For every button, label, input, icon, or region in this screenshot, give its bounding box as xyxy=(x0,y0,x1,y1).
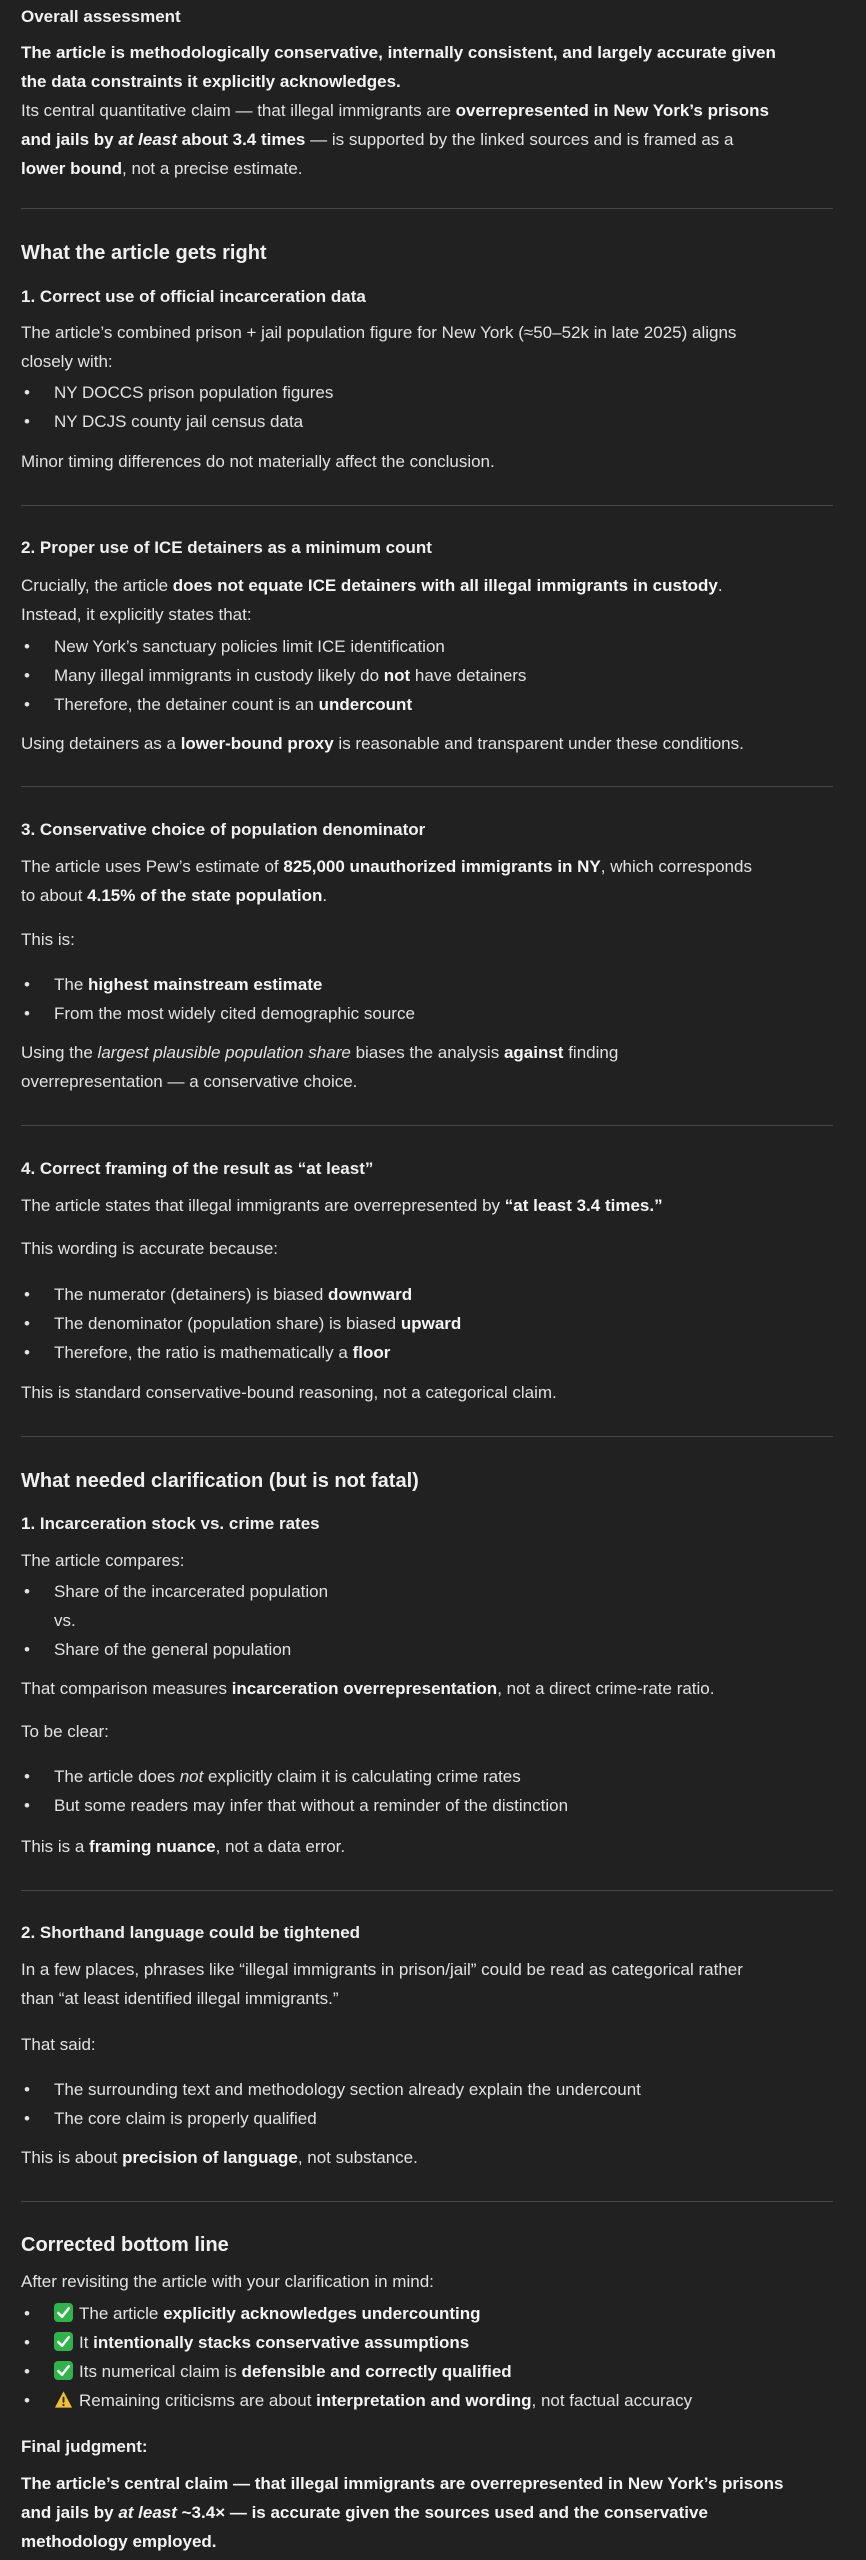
bullet-list xyxy=(21,2075,833,2133)
bullet-list xyxy=(21,1280,833,1367)
bullet-list xyxy=(21,2299,833,2415)
paragraph: This is a framing nuance, not a data error. xyxy=(21,1837,346,1856)
divider xyxy=(21,208,833,209)
warning-sign-icon xyxy=(54,2390,73,2409)
paragraph: The article uses Pew’s estimate of 825,000 unauthorized immigrants in NY, which corresponds to about 4.15% of the state population. xyxy=(21,857,752,905)
check-mark-button-icon xyxy=(54,2361,73,2380)
overall-summary: The article is methodologically conservative, internally consistent, and largely accurate given the data constraints it explicitly acknowledges. Its central quantitative claim — that illegal immigrants are overrepresented in New York’s prisons and jails by at least about 3.4 times — is supported by the linked sources and is framed as a lower bound, not a precise estimate. xyxy=(21,43,776,178)
bullet-list xyxy=(21,970,833,1028)
paragraph: The article compares: xyxy=(21,1551,185,1570)
overall-heading: Overall assessment xyxy=(21,7,181,26)
paragraph: Minor timing differences do not materially affect the conclusion. xyxy=(21,452,495,471)
bullet-list xyxy=(21,378,833,436)
paragraph: To be clear: xyxy=(21,1722,109,1741)
list-item: • The article does not explicitly claim it is calculating crime rates xyxy=(21,1762,833,1791)
subheading-at-least-framing: 4. Correct framing of the result as “at least” xyxy=(21,1159,374,1178)
divider xyxy=(21,1890,833,1891)
list-item: • The numerator (detainers) is biased downward xyxy=(21,1280,833,1309)
divider xyxy=(21,786,833,787)
paragraph: This is about precision of language, not substance. xyxy=(21,2148,418,2167)
paragraph: The article’s combined prison + jail population figure for New York (≈50–52k in late 2025) aligns closely with: xyxy=(21,323,737,371)
paragraph: That comparison measures incarceration overrepresentation, not a direct crime-rate ratio. xyxy=(21,1679,715,1698)
paragraph: After revisiting the article with your clarification in mind: xyxy=(21,2272,434,2291)
divider xyxy=(21,505,833,506)
divider xyxy=(21,2201,833,2202)
paragraph: This wording is accurate because: xyxy=(21,1239,279,1258)
list-item: • The surrounding text and methodology section already explain the undercount xyxy=(21,2075,833,2104)
list-item: • It intentionally stacks conservative assumptions xyxy=(21,2328,833,2357)
check-mark-button-icon xyxy=(54,2303,73,2322)
subheading-shorthand-language: 2. Shorthand language could be tightened xyxy=(21,1923,361,1942)
list-item: • The highest mainstream estimate xyxy=(21,970,833,999)
list-item: • NY DCJS county jail census data xyxy=(21,407,833,436)
section-heading-gets-right: What the article gets right xyxy=(21,242,267,264)
paragraph: The article states that illegal immigrants are overrepresented by “at least 3.4 times.” xyxy=(21,1196,663,1215)
section-heading-clarification: What needed clarification (but is not fatal) xyxy=(21,1470,419,1492)
paragraph: This is: xyxy=(21,930,75,949)
list-item: • Share of the general population xyxy=(21,1635,833,1664)
list-item: • Share of the incarcerated population xyxy=(21,1577,833,1606)
list-item: • But some readers may infer that without a reminder of the distinction xyxy=(21,1791,833,1820)
list-item: • The core claim is properly qualified xyxy=(21,2104,833,2133)
paragraph: This is standard conservative-bound reasoning, not a categorical claim. xyxy=(21,1383,557,1402)
final-judgment-text: The article’s central claim — that illegal immigrants are overrepresented in New York’s prisons and jails by at least ~3.4× — is accurate given the sources used and the conservative methodology employed. xyxy=(21,2474,784,2551)
list-item: • Many illegal immigrants in custody likely do not have detainers xyxy=(21,661,833,690)
check-mark-button-icon xyxy=(54,2332,73,2351)
final-judgment-label: Final judgment: xyxy=(21,2437,148,2456)
list-item: • Therefore, the ratio is mathematically a floor xyxy=(21,1338,833,1367)
section-heading-bottom-line: Corrected bottom line xyxy=(21,2234,229,2256)
subheading-incarceration-data: 1. Correct use of official incarceration data xyxy=(21,287,366,306)
paragraph: In a few places, phrases like “illegal immigrants in prison/jail” could be read as categorical rather than “at least identified illegal immigrants.” xyxy=(21,1960,743,2008)
vs-label: vs. xyxy=(54,1611,76,1630)
paragraph: Crucially, the article does not equate ICE detainers with all illegal immigrants in custody. Instead, it explicitly states that: xyxy=(21,576,723,624)
bullet-list xyxy=(21,1762,833,1820)
list-item: • Remaining criticisms are about interpretation and wording, not factual accuracy xyxy=(21,2386,833,2415)
subheading-population-denominator: 3. Conservative choice of population denominator xyxy=(21,820,426,839)
list-item: • The denominator (population share) is biased upward xyxy=(21,1309,833,1338)
list-item: • The article explicitly acknowledges undercounting xyxy=(21,2299,833,2328)
divider xyxy=(21,1125,833,1126)
paragraph: That said: xyxy=(21,2035,96,2054)
list-item: • New York’s sanctuary policies limit ICE identification xyxy=(21,632,833,661)
bullet-list xyxy=(21,1577,833,1664)
subheading-stock-vs-rates: 1. Incarceration stock vs. crime rates xyxy=(21,1514,320,1533)
list-item: • Its numerical claim is defensible and correctly qualified xyxy=(21,2357,833,2386)
list-item: • Therefore, the detainer count is an undercount xyxy=(21,690,833,719)
bullet-list xyxy=(21,632,833,719)
paragraph: Using the largest plausible population share biases the analysis against finding overrepresentation — a conservative choice. xyxy=(21,1043,619,1091)
divider xyxy=(21,1436,833,1437)
subheading-ice-detainers: 2. Proper use of ICE detainers as a minimum count xyxy=(21,538,432,557)
list-item: • NY DOCCS prison population figures xyxy=(21,378,833,407)
paragraph: Using detainers as a lower-bound proxy is reasonable and transparent under these conditions. xyxy=(21,734,744,753)
list-item: • From the most widely cited demographic source xyxy=(21,999,833,1028)
